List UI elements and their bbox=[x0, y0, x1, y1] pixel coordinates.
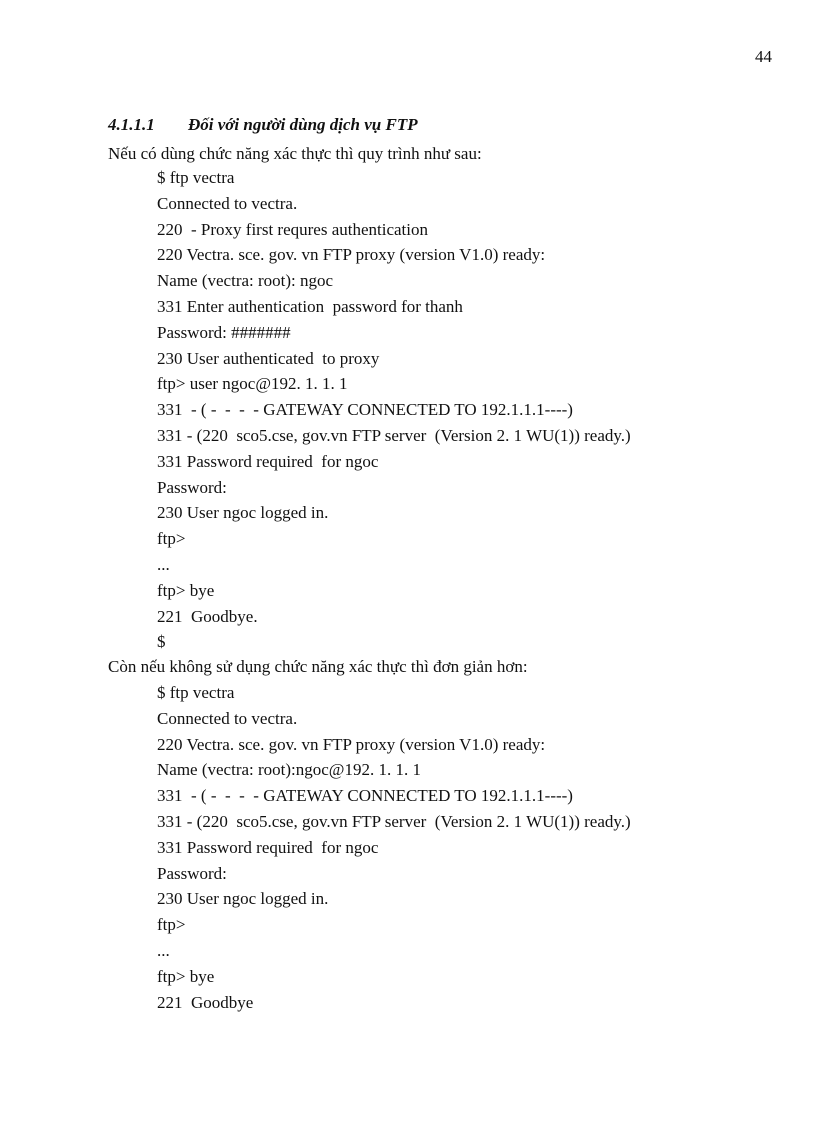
session-line: 221 Goodbye bbox=[157, 992, 254, 1012]
session-line: 331 - (220 sco5.cse, gov.vn FTP server (Version 2. 1 WU(1)) ready.) bbox=[157, 811, 631, 831]
section-title: Đối với người dùng dịch vụ FTP bbox=[188, 115, 418, 134]
section-heading bbox=[108, 115, 418, 135]
session-line: Password: bbox=[157, 863, 227, 883]
session-line: 331 Password required for ngoc bbox=[157, 451, 379, 471]
session-line: 220 - Proxy first requres authentication bbox=[157, 219, 428, 239]
session-line: 220 Vectra. sce. gov. vn FTP proxy (version V1.0) ready: bbox=[157, 245, 546, 265]
session-line: ftp> bbox=[157, 915, 186, 935]
session-line: $ bbox=[157, 632, 166, 652]
session-line: 331 Enter authentication password for thanh bbox=[157, 296, 463, 316]
session-line: Password: ####### bbox=[157, 322, 291, 342]
session-line: 220 Vectra. sce. gov. vn FTP proxy (version V1.0) ready: bbox=[157, 734, 546, 754]
session-line: 230 User authenticated to proxy bbox=[157, 348, 380, 368]
session-line: ... bbox=[157, 554, 170, 574]
session-line: 331 Password required for ngoc bbox=[157, 837, 379, 857]
session-line: Password: bbox=[157, 477, 227, 497]
session-line: 230 User ngoc logged in. bbox=[157, 889, 329, 909]
session-line: ftp> bbox=[157, 529, 186, 549]
session-line: ftp> bye bbox=[157, 966, 215, 986]
session-line: ftp> user ngoc@192. 1. 1. 1 bbox=[157, 374, 348, 394]
ftp-session-with-authentication bbox=[157, 165, 631, 655]
ftp-session-without-authentication bbox=[157, 680, 631, 1015]
intro-with-authentication: Nếu có dùng chức năng xác thực thì quy trình như sau: bbox=[108, 144, 482, 163]
session-line: 331 - ( - - - - GATEWAY CONNECTED TO 192.1.1.1----) bbox=[157, 786, 573, 806]
session-line: ... bbox=[157, 940, 170, 960]
section-number: 4.1.1.1 bbox=[108, 115, 155, 134]
session-line: Connected to vectra. bbox=[157, 193, 298, 213]
session-line: 230 User ngoc logged in. bbox=[157, 503, 329, 523]
session-line: $ ftp vectra bbox=[157, 683, 235, 702]
session-line: Connected to vectra. bbox=[157, 708, 298, 728]
session-line: 331 - (220 sco5.cse, gov.vn FTP server (Version 2. 1 WU(1)) ready.) bbox=[157, 425, 631, 445]
session-line: 331 - ( - - - - GATEWAY CONNECTED TO 192.1.1.1----) bbox=[157, 400, 573, 420]
session-line: Name (vectra: root):ngoc@192. 1. 1. 1 bbox=[157, 760, 421, 780]
page-number: 44 bbox=[755, 47, 772, 66]
session-line: 221 Goodbye. bbox=[157, 606, 258, 626]
session-line: $ ftp vectra bbox=[157, 168, 235, 187]
session-line: Name (vectra: root): ngoc bbox=[157, 271, 334, 291]
session-line: ftp> bye bbox=[157, 580, 215, 600]
intro-without-authentication: Còn nếu không sử dụng chức năng xác thực thì đơn giản hơn: bbox=[108, 657, 528, 676]
